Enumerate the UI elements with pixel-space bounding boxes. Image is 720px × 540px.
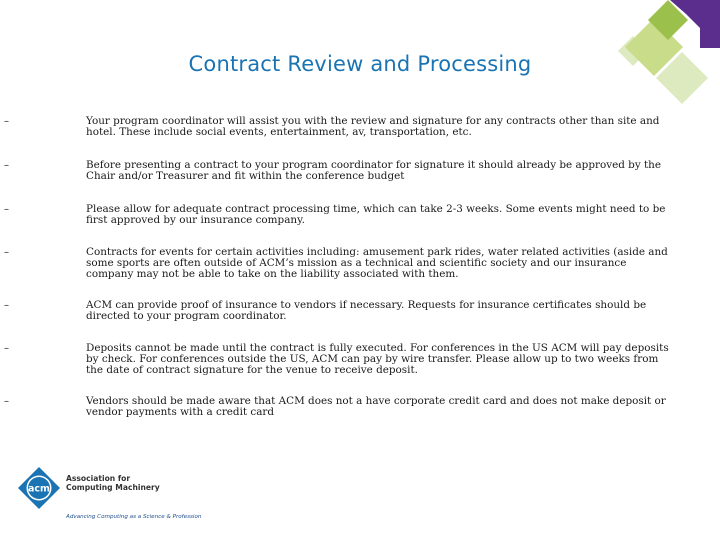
bullet-dash: –: [4, 247, 9, 258]
bullet-list: [4, 115, 676, 418]
bullet-text: Please allow for adequate contract processing time, which can take 2-3 weeks. Some events might need to be first approved by our insurance company.: [86, 203, 666, 226]
logo-mark-text: acm: [28, 483, 50, 495]
acm-logo-icon: [17, 466, 61, 510]
bullet-item: [4, 299, 676, 322]
bullet-item: [4, 342, 676, 376]
bullet-item: [4, 159, 676, 182]
bullet-item: [4, 115, 676, 138]
bullet-dash: –: [4, 343, 9, 354]
bullet-dash: –: [4, 204, 9, 215]
bullet-text: Your program coordinator will assist you with the review and signature for any contracts other than site and hotel. These include social events, entertainment, av, transportation, etc.: [86, 115, 660, 138]
logo-tagline: Advancing Computing as a Science & Profession: [66, 514, 202, 520]
logo-name-line1: Association for: [66, 474, 131, 483]
bullet-text: Contracts for events for certain activities including: amusement park rides, water related activities (aside and some sports are often outside of ACM’s mission as a technical and scientific society and our insurance company may not be able to take on the liability associated with them.: [86, 246, 668, 280]
bullet-dash: –: [4, 160, 9, 171]
slide-title: Contract Review and Processing: [188, 52, 532, 76]
bullet-text: Vendors should be made aware that ACM does not a have corporate credit card and does not make deposit or vendor payments with a credit card: [86, 395, 666, 418]
bullet-dash: –: [4, 116, 9, 127]
bullet-item: [4, 203, 676, 226]
bullet-item: [4, 246, 676, 280]
bullet-dash: –: [4, 300, 9, 311]
bullet-item: [4, 395, 676, 418]
bullet-text: Before presenting a contract to your program coordinator for signature it should already be approved by the Chair and/or Treasurer and fit within the conference budget: [86, 159, 662, 182]
logo-name-line2: Computing Machinery: [66, 483, 160, 492]
deco-square-purple: [700, 0, 720, 48]
bullet-text: ACM can provide proof of insurance to vendors if necessary. Requests for insurance certificates should be directed to your program coordinator.: [86, 299, 647, 322]
logo-name: [66, 474, 160, 492]
bullet-dash: –: [4, 396, 9, 407]
bullet-text: Deposits cannot be made until the contract is fully executed. For conferences in the US ACM will pay deposits by check. For conferences outside the US, ACM can pay by wire transfer. Please allow up to two weeks from the date of contract signature for the venue to receive deposit.: [86, 342, 669, 376]
